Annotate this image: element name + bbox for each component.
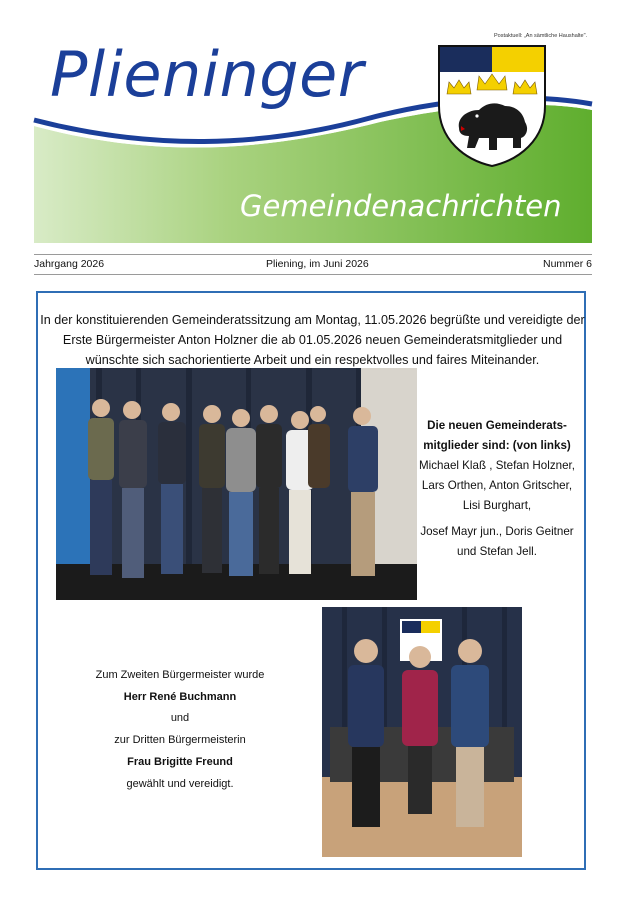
election-line: zur Dritten Bürgermeisterin xyxy=(114,734,246,747)
members-heading: Die neuen Gemeinderats- xyxy=(427,419,567,432)
volume-label: Jahrgang 2026 xyxy=(34,258,105,270)
election-line: und xyxy=(170,712,190,725)
members-line: Michael Klaß , Stefan Holzner, xyxy=(419,459,575,472)
place-date-label: Pliening, im Juni 2026 xyxy=(266,258,369,270)
newsletter-subtitle: Gemeindenachrichten xyxy=(240,189,562,223)
council-group-photo xyxy=(56,368,417,600)
newsletter-title: Plieninger xyxy=(50,38,364,111)
election-text xyxy=(70,665,290,795)
members-line: Josef Mayr jun., Doris Geitner xyxy=(420,525,574,538)
mayors-photo xyxy=(322,607,522,857)
members-line: Lisi Burghart, xyxy=(462,499,532,512)
election-line: Zum Zweiten Bürgermeister wurde xyxy=(95,669,265,681)
issue-info-bar xyxy=(34,254,592,275)
third-mayor-name: Frau Brigitte Freund xyxy=(127,755,233,768)
members-heading-2: mitglieder sind: (von links) xyxy=(423,439,571,452)
members-list xyxy=(417,416,577,562)
election-line: gewählt und vereidigt. xyxy=(126,777,234,790)
second-mayor-name: Herr René Buchmann xyxy=(123,690,237,703)
intro-paragraph: In der konstituierenden Gemeinderatssitzung am Montag, 11.05.2026 begrüßte und vereidigte der Erste Bürgermeister Anton Holzner die ab 01.05.2026 neuen Gemeinderatsmitglieder und wünschte sich sachorientierte Arbeit und ein respektvolles und faires Miteinander. xyxy=(40,313,585,367)
members-line: Lars Orthen, Anton Gritscher, xyxy=(421,479,573,492)
municipal-crest-icon xyxy=(437,44,547,168)
issue-number-label: Nummer 6 xyxy=(542,258,592,270)
members-line: und Stefan Jell. xyxy=(457,545,537,558)
postal-note: Postaktuell: „An sämtliche Haushalte". xyxy=(494,33,588,39)
